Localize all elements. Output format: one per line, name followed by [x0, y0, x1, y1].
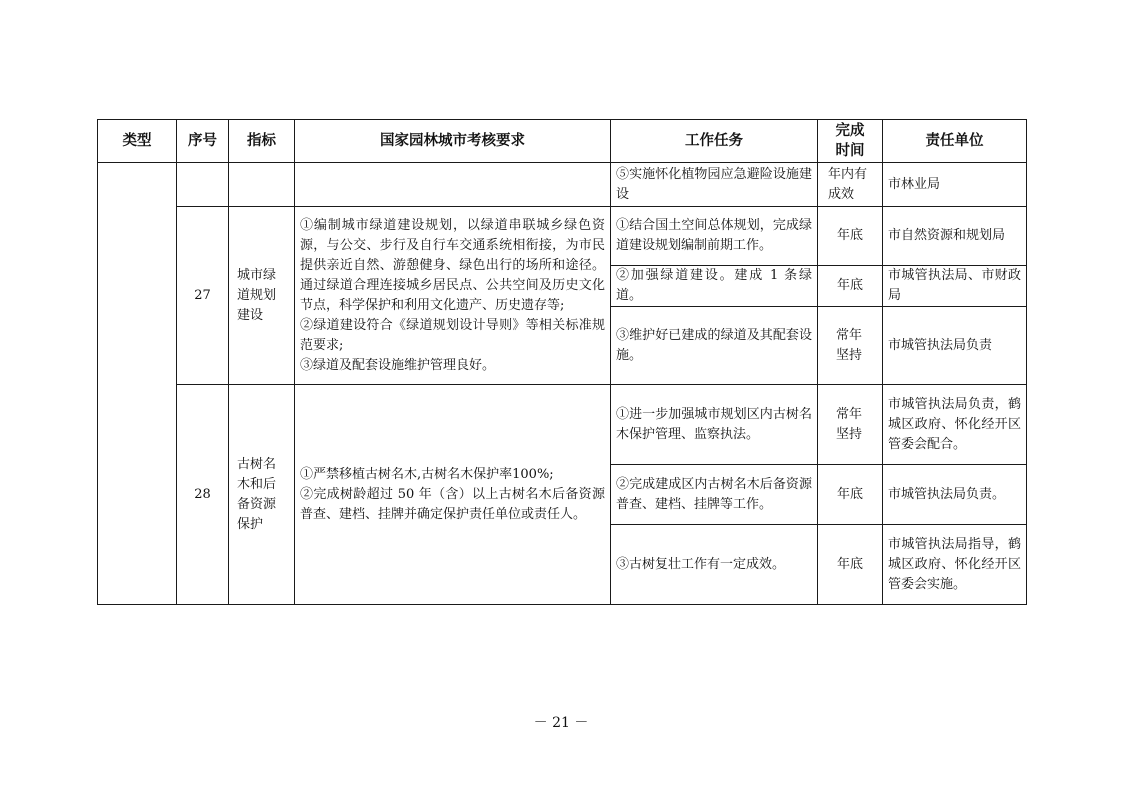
header-time-line2: 时间 — [835, 143, 865, 159]
requirement-line: ①编制城市绿道建设规划，以绿道串联城乡绿色资源，与公交、步行及自行车交通系统相衔接，为市民提供亲近自然、游憩健身、绿色出行的场所和途径。通过绿道合理连接城乡居民点、公共空间及历史文化节点，科学保护和利用文化遗产、历史遗存等; — [300, 217, 605, 313]
requirement-cell-empty — [295, 163, 611, 207]
task-cell: ③古树复壮工作有一定成效。 — [611, 525, 818, 605]
requirement-line: ②完成树龄超过 50 年（含）以上古树名木后备资源普查、建档、挂牌并确定保护责任单位或责任人。 — [300, 486, 605, 522]
table-row — [98, 163, 1027, 207]
page-number: － 21 － — [533, 715, 589, 731]
time-cell: 年底 — [818, 465, 883, 525]
header-task: 工作任务 — [611, 120, 818, 163]
header-time-line1: 完成 — [835, 123, 865, 139]
requirement-line: ②绿道建设符合《绿道规划设计导则》等相关标准规范要求; — [300, 317, 605, 353]
unit-cell: 市城管执法局负责 — [883, 307, 1027, 385]
task-cell: ②加强绿道建设。建成 1 条绿道。 — [611, 266, 818, 307]
time-cell: 常年坚持 — [818, 307, 883, 385]
header-unit: 责任单位 — [883, 120, 1027, 163]
indicator-cell: 城市绿道规划建设 — [229, 207, 295, 385]
time-cell: 常年坚持 — [818, 385, 883, 465]
unit-cell: 市城管执法局负责，鹤城区政府、怀化经开区管委会配合。 — [883, 385, 1027, 465]
header-time — [818, 120, 883, 163]
unit-cell: 市城管执法局负责。 — [883, 465, 1027, 525]
header-requirement: 国家园林城市考核要求 — [295, 120, 611, 163]
header-type: 类型 — [98, 120, 177, 163]
seq-cell-empty — [177, 163, 229, 207]
requirement-line: ③绿道及配套设施维护管理良好。 — [300, 357, 496, 373]
task-cell: ①结合国土空间总体规划，完成绿道建设规划编制前期工作。 — [611, 207, 818, 266]
requirement-line: ①严禁移植古树名木,古树名木保护率100%; — [300, 466, 554, 482]
header-row — [98, 120, 1027, 163]
unit-cell: 市自然资源和规划局 — [883, 207, 1027, 266]
task-cell: ①进一步加强城市规划区内古树名木保护管理、监察执法。 — [611, 385, 818, 465]
time-cell: 年底 — [818, 207, 883, 266]
seq-cell: 28 — [177, 385, 229, 605]
seq-cell: 27 — [177, 207, 229, 385]
table-row — [98, 385, 1027, 465]
indicator-cell-empty — [229, 163, 295, 207]
task-cell: ②完成建成区内古树名木后备资源普查、建档、挂牌等工作。 — [611, 465, 818, 525]
header-indicator: 指标 — [229, 120, 295, 163]
table-row — [98, 207, 1027, 266]
indicator-cell: 古树名木和后备资源保护 — [229, 385, 295, 605]
unit-cell: 市城管执法局指导，鹤城区政府、怀化经开区管委会实施。 — [883, 525, 1027, 605]
task-cell: ⑤实施怀化植物园应急避险设施建设 — [611, 163, 818, 207]
task-cell: ③维护好已建成的绿道及其配套设施。 — [611, 307, 818, 385]
time-cell: 年底 — [818, 525, 883, 605]
header-seq: 序号 — [177, 120, 229, 163]
unit-cell: 市林业局 — [883, 163, 1027, 207]
requirement-cell — [295, 385, 611, 605]
unit-cell: 市城管执法局、市财政局 — [883, 266, 1027, 307]
requirements-table — [97, 119, 1027, 605]
requirement-cell — [295, 207, 611, 385]
time-cell: 年底 — [818, 266, 883, 307]
time-cell: 年内有成效 — [818, 163, 883, 207]
type-cell — [98, 163, 177, 605]
